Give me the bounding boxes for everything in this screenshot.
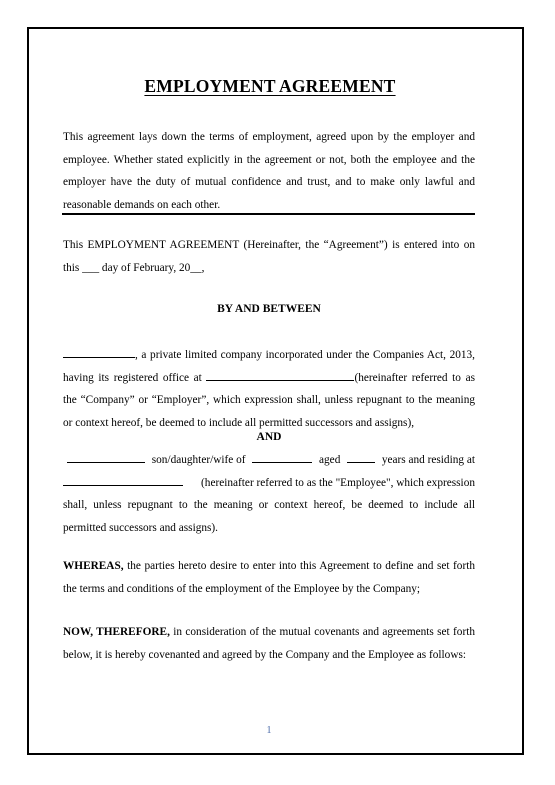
employee-name-blank[interactable] <box>67 453 145 463</box>
party1-line2-text: having its registered office at <box>63 371 207 384</box>
employee-hereinafter-text: (hereinafter referred to as the "Employee", which expression <box>201 476 475 489</box>
party1-line2-tail: (hereinafter referred to as the <box>63 371 475 406</box>
registered-office-blank[interactable] <box>206 371 354 381</box>
now-therefore-label: NOW, THEREFORE, <box>63 626 170 638</box>
residing-text: years and residing at <box>381 454 475 466</box>
now-therefore-text: in consideration of the mutual covenants and agreements set forth below, it is hereby covenanted and agreed by the Company and the Employee as follows: <box>63 626 475 661</box>
between-heading: BY AND BETWEEN <box>217 303 321 315</box>
section-divider <box>62 213 475 215</box>
intro-paragraph: This agreement lays down the terms of employment, agreed upon by the employer and employee. Whether stated explicitly in the agreement or not, both the employee and the employer have the duty of mutual confidence and trust, and to make only lawful and reasonable demands on each other. <box>63 131 475 211</box>
and-heading: AND <box>256 431 282 443</box>
document-title: EMPLOYMENT AGREEMENT <box>144 76 396 96</box>
whereas-paragraph <box>63 555 475 600</box>
party2-paragraph <box>63 449 475 539</box>
son-of-text: son/daughter/wife of <box>151 454 246 466</box>
age-blank[interactable] <box>347 453 375 463</box>
company-name-blank[interactable] <box>63 348 135 358</box>
party2-rest-text: shall, unless repugnant to the meaning or context hereof, be deemed to include all permitted successors and assigns). <box>63 499 475 534</box>
aged-text: aged <box>319 454 341 466</box>
party1-line1-text: , a private limited company incorporated under the Companies Act, 2013, <box>135 349 475 361</box>
whereas-text: the parties hereto desire to enter into this Agreement to define and set forth the terms and conditions of the employment of the Employee by the Company; <box>63 560 475 595</box>
party1-paragraph <box>63 344 475 434</box>
address-blank[interactable] <box>63 476 183 486</box>
page-number: 1 <box>266 725 272 736</box>
parent-spouse-blank[interactable] <box>252 453 312 463</box>
whereas-label: WHEREAS, <box>63 560 124 572</box>
party1-rest-text: “Company” or “Employer”, which expression shall, unless repugnant to the meaning or context hereof, be deemed to include all permitted successors and assigns), <box>63 394 475 429</box>
preamble-paragraph: This EMPLOYMENT AGREEMENT (Hereinafter, the “Agreement”) is entered into on this ___ day of February, 20__, <box>63 239 475 274</box>
now-therefore-paragraph <box>63 621 475 666</box>
